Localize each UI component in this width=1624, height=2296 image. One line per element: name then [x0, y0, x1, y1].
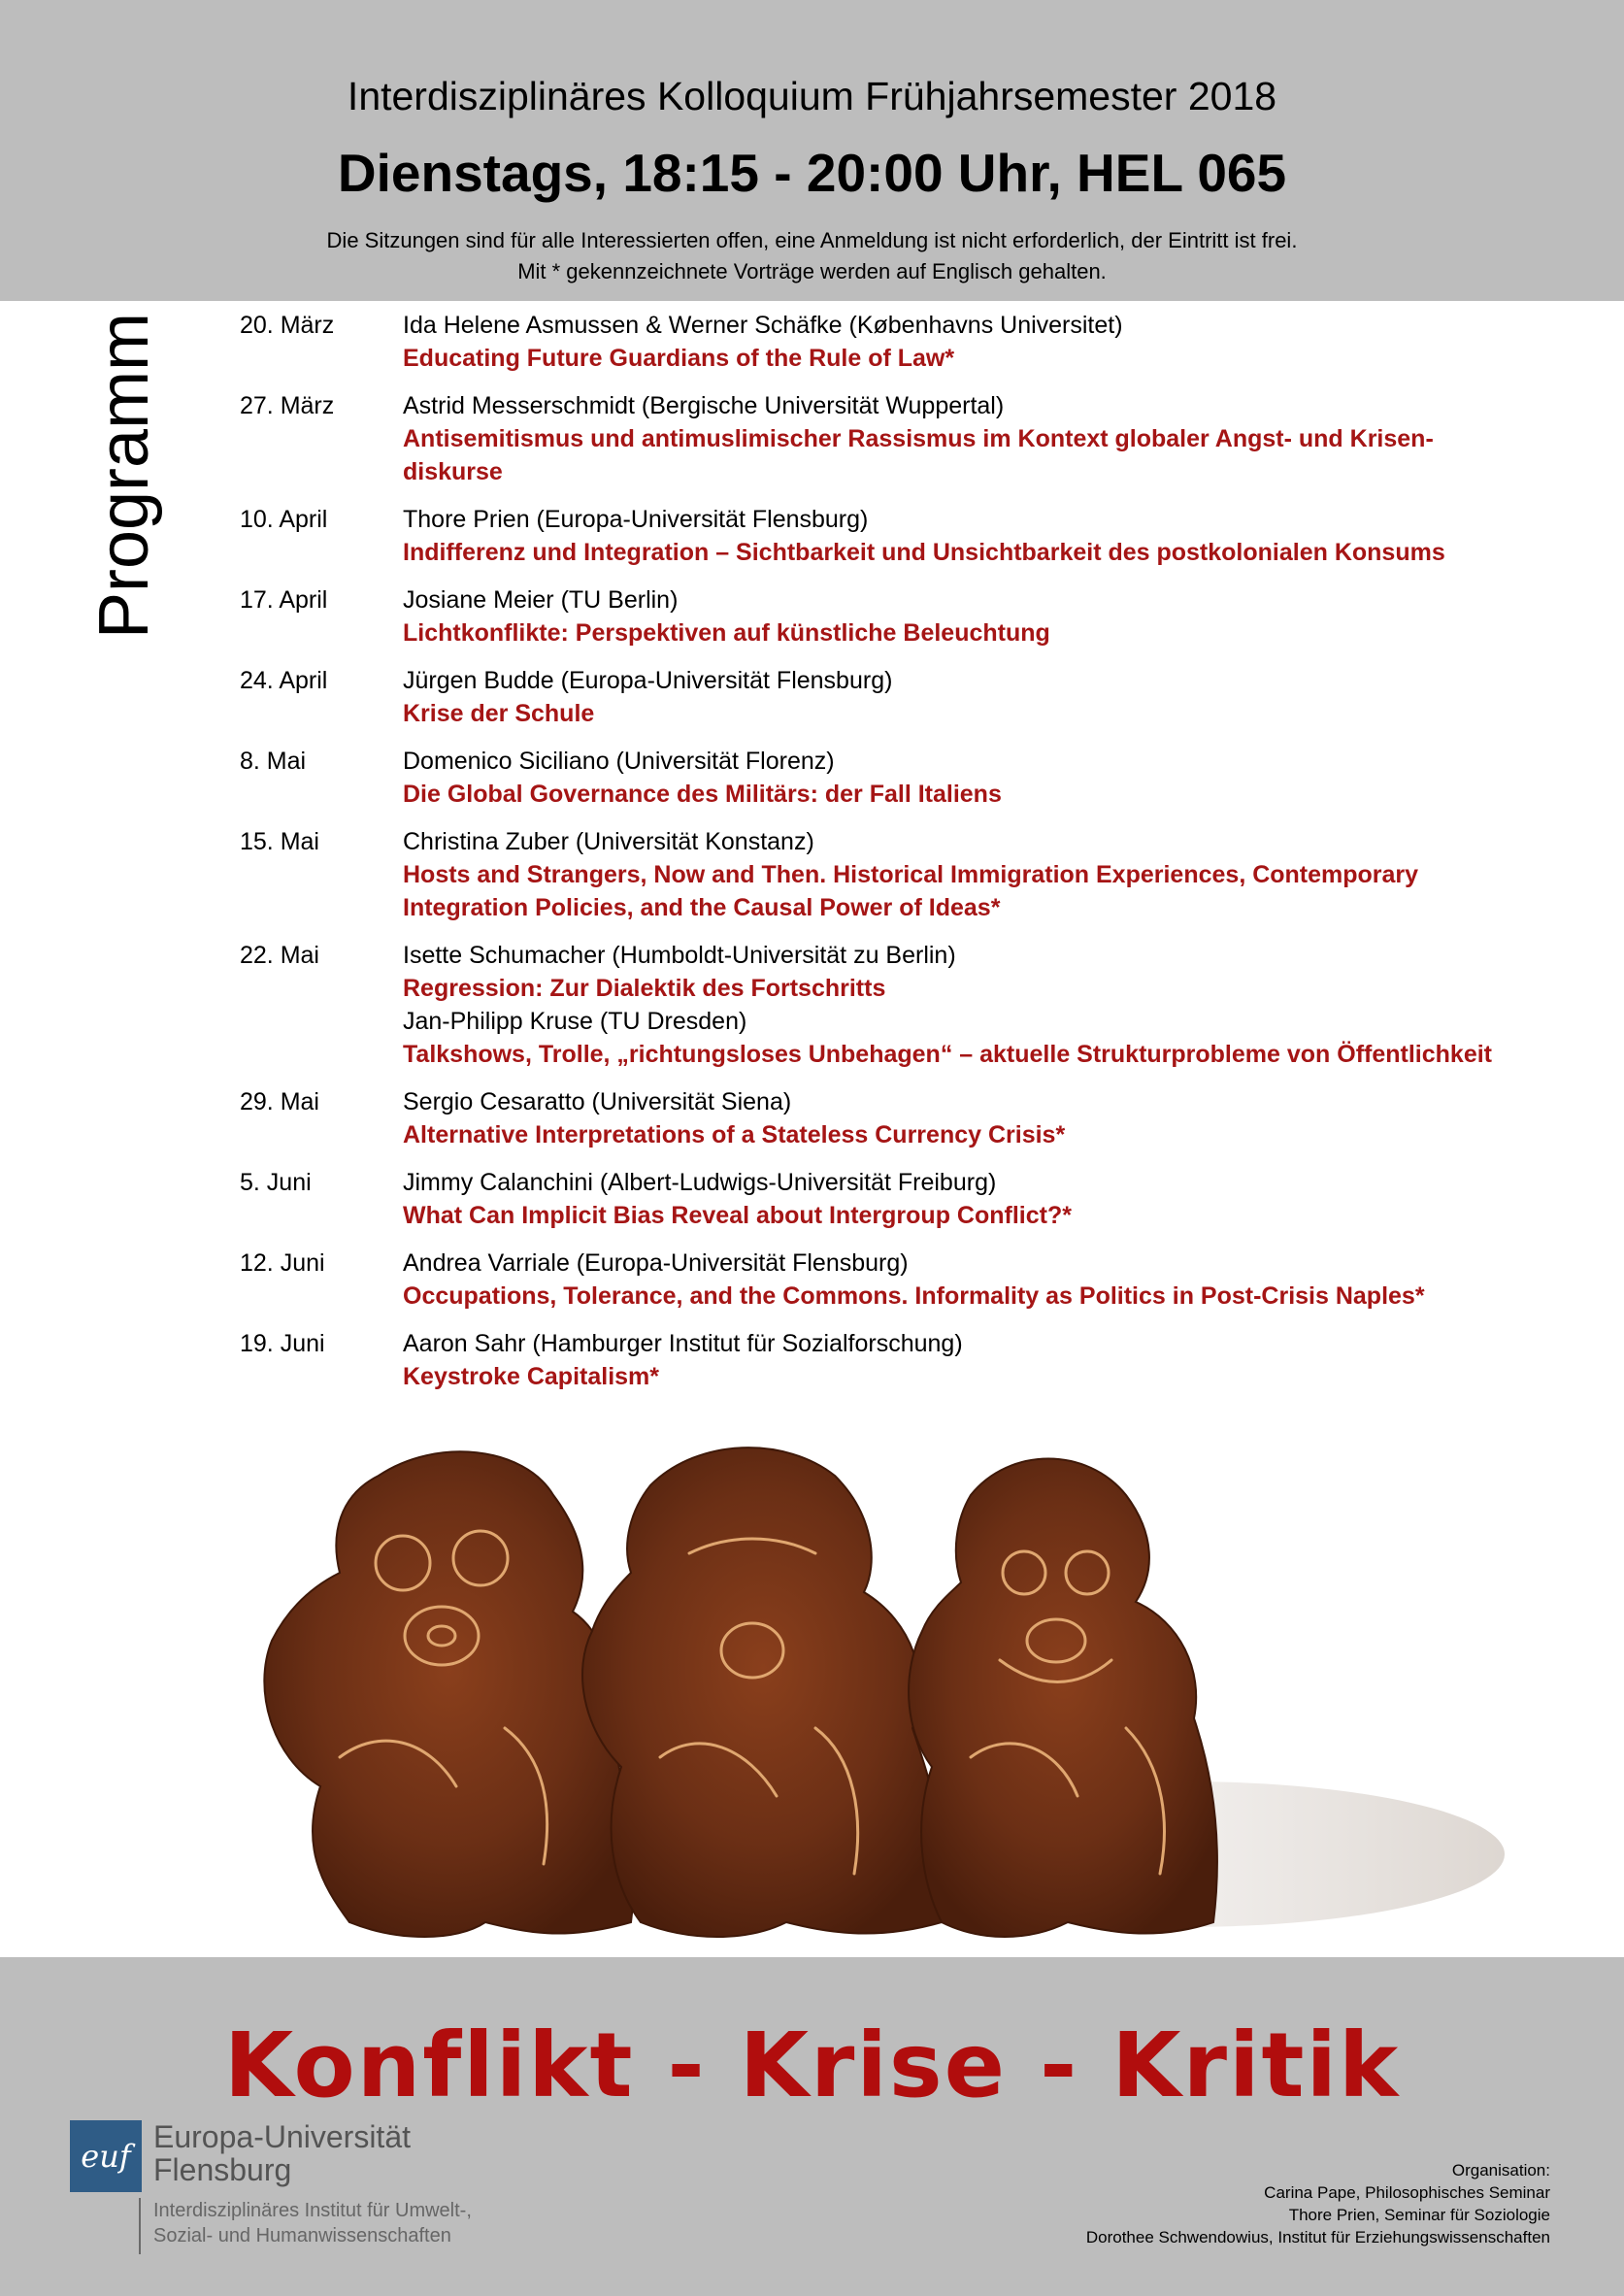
schedule-headline: Dienstags, 18:15 - 20:00 Uhr, HEL 065: [337, 143, 1287, 203]
program-entry: [240, 503, 1599, 569]
logo-divider: [139, 2198, 141, 2254]
programm-label: Programm: [85, 312, 163, 640]
organiser-1: Carina Pape, Philosophisches Seminar: [1264, 2183, 1550, 2202]
university-name-line-1: Europa-Universität: [153, 2119, 411, 2154]
talk-title: Keystroke Capitalism*: [403, 1363, 660, 1390]
entry-talks: [403, 1085, 1599, 1151]
talk-title: Occupations, Tolerance, and the Commons. Informality as Politics in Post-Crisis Naples*: [403, 1282, 1425, 1310]
entry-talks: [403, 939, 1599, 1071]
entry-talks: [403, 309, 1599, 375]
entry-date: 12. Juni: [240, 1249, 325, 1277]
entry-date: 17. April: [240, 586, 328, 614]
talk-title: Krise der Schule: [403, 700, 595, 727]
entry-date: 22. Mai: [240, 942, 319, 969]
entry-date: 19. Juni: [240, 1330, 325, 1357]
program-entry: [240, 583, 1599, 649]
university-name: [153, 2120, 411, 2186]
talk-speaker: Jimmy Calanchini (Albert-Ludwigs-Universität Freiburg): [403, 1169, 997, 1196]
entry-date: 24. April: [240, 667, 328, 694]
program-entry: [240, 664, 1599, 730]
talk-title: What Can Implicit Bias Reveal about Intergroup Conflict?*: [403, 1202, 1072, 1229]
talk-speaker: Isette Schumacher (Humboldt-Universität zu Berlin): [403, 942, 956, 969]
organisation-label: Organisation:: [1451, 2161, 1550, 2180]
talk-title: Hosts and Strangers, Now and Then. Historical Immigration Experiences, Contemporary: [403, 861, 1419, 888]
talk-title: Talkshows, Trolle, „richtungsloses Unbehagen“ – aktuelle Strukturprobleme von Öffentlichkeit: [403, 1041, 1492, 1068]
entry-talks: [403, 583, 1599, 649]
program-list: [240, 309, 1599, 1408]
program-entry: [240, 1166, 1599, 1232]
slogan-title: Konflikt - Krise - Kritik: [223, 2013, 1401, 2117]
talk-speaker: Josiane Meier (TU Berlin): [403, 586, 679, 614]
institute-name-line-2: Sozial- und Humanwissenschaften: [153, 2225, 451, 2246]
monkey-left: [264, 1451, 633, 1937]
organiser-2: Thore Prien, Seminar für Soziologie: [1288, 2206, 1550, 2224]
note-line-1: Die Sitzungen sind für alle Interessierten offen, eine Anmeldung ist nicht erforderlich, der Eintritt ist frei.: [326, 228, 1298, 252]
three-monkeys-image: [233, 1437, 1514, 1961]
talk-title: Educating Future Guardians of the Rule of Law*: [403, 345, 955, 372]
euf-logo-mark: euf: [70, 2120, 142, 2192]
talk-speaker: Domenico Siciliano (Universität Florenz): [403, 748, 835, 775]
entry-date: 27. März: [240, 392, 335, 419]
header-band: [0, 0, 1624, 301]
talk-speaker: Jan-Philipp Kruse (TU Dresden): [403, 1008, 747, 1035]
institute-name-line-1: Interdisziplinäres Institut für Umwelt-,: [153, 2200, 472, 2221]
program-entry: [240, 939, 1599, 1071]
program-entry: [240, 745, 1599, 811]
talk-title: Indifferenz und Integration – Sichtbarkeit und Unsichtbarkeit des postkolonialen Konsums: [403, 539, 1445, 566]
footer-band: [0, 1957, 1624, 2296]
talk-speaker: Andrea Varriale (Europa-Universität Flensburg): [403, 1249, 909, 1277]
talk-title-continued: Integration Policies, and the Causal Power of Ideas*: [403, 894, 1001, 921]
talk-title: Regression: Zur Dialektik des Fortschritts: [403, 975, 886, 1002]
talk-title: Lichtkonflikte: Perspektiven auf künstliche Beleuchtung: [403, 619, 1050, 647]
talk-speaker: Christina Zuber (Universität Konstanz): [403, 828, 814, 855]
entry-talks: [403, 503, 1599, 569]
organiser-3: Dorothee Schwendowius, Institut für Erziehungswissenschaften: [1085, 2228, 1550, 2246]
entry-date: 10. April: [240, 506, 328, 533]
talk-title: Die Global Governance des Militärs: der Fall Italiens: [403, 781, 1002, 808]
program-entry: [240, 1327, 1599, 1393]
program-entry: [240, 1247, 1599, 1313]
note-line-2: Mit * gekennzeichnete Vorträge werden auf Englisch gehalten.: [517, 259, 1107, 283]
talk-speaker: Astrid Messerschmidt (Bergische Universität Wuppertal): [403, 392, 1005, 419]
entry-date: 5. Juni: [240, 1169, 312, 1196]
talk-speaker: Sergio Cesaratto (Universität Siena): [403, 1088, 792, 1115]
entry-talks: [403, 1327, 1599, 1393]
entry-talks: [403, 664, 1599, 730]
entry-date: 20. März: [240, 312, 335, 339]
talk-speaker: Ida Helene Asmussen & Werner Schäfke (Københavns Universitet): [403, 312, 1123, 339]
program-entry: [240, 309, 1599, 375]
colloquium-subtitle: Interdisziplinäres Kolloquium Frühjahrsemester 2018: [347, 74, 1277, 118]
talk-speaker: Aaron Sahr (Hamburger Institut für Sozialforschung): [403, 1330, 963, 1357]
institute-name: [153, 2198, 472, 2248]
talk-speaker: Thore Prien (Europa-Universität Flensburg): [403, 506, 869, 533]
monkey-right: [909, 1459, 1217, 1938]
talk-speaker: Jürgen Budde (Europa-Universität Flensburg): [403, 667, 893, 694]
talk-title: Antisemitismus und antimuslimischer Rassismus im Kontext globaler Angst- und Krisen-: [403, 425, 1434, 452]
talk-title: Alternative Interpretations of a Stateless Currency Crisis*: [403, 1121, 1066, 1148]
university-logo: [70, 2120, 516, 2276]
entry-talks: [403, 1166, 1599, 1232]
talk-title-continued: diskurse: [403, 458, 503, 485]
program-entry: [240, 1085, 1599, 1151]
entry-talks: [403, 745, 1599, 811]
program-entry: [240, 389, 1599, 488]
entry-date: 15. Mai: [240, 828, 319, 855]
entry-talks: [403, 1247, 1599, 1313]
entry-date: 29. Mai: [240, 1088, 319, 1115]
header-note: [0, 225, 1624, 287]
entry-talks: [403, 389, 1599, 488]
organisation-block: [1086, 2159, 1550, 2248]
entry-date: 8. Mai: [240, 748, 307, 775]
program-entry: [240, 825, 1599, 924]
monkey-middle: [582, 1447, 945, 1937]
university-name-line-2: Flensburg: [153, 2152, 292, 2187]
entry-talks: [403, 825, 1599, 924]
